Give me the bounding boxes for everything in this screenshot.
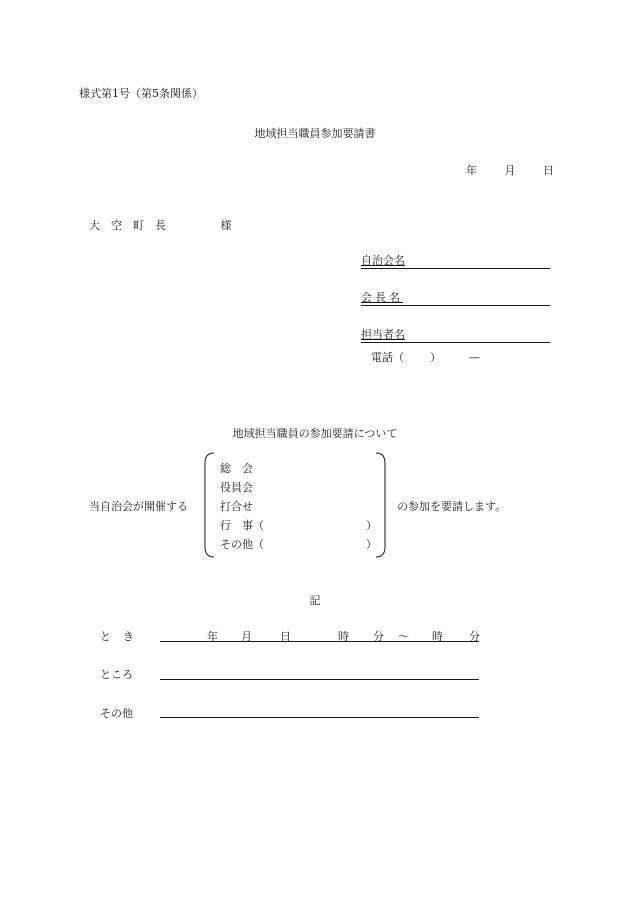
request-suffix: の参加を要請します。 — [397, 500, 507, 513]
option-consultation[interactable]: 打合せ — [220, 500, 253, 513]
form-number: 様式第1号（第5条関係） — [79, 87, 203, 100]
notice-mark: 記 — [309, 594, 321, 607]
sender-contact-label: 担当者名 — [361, 328, 405, 341]
right-bracket — [376, 453, 385, 557]
sender-org-field[interactable] — [361, 254, 550, 269]
when-end-minute-unit: 分 — [469, 630, 480, 643]
option-event-close-paren: ） — [366, 519, 377, 532]
date-row — [466, 162, 554, 178]
where-field[interactable] — [160, 678, 479, 680]
date-month-unit: 月 — [504, 164, 516, 177]
sender-org-label: 自治会名 — [361, 254, 405, 267]
document-title: 地域担当職員参加要請書 — [254, 127, 376, 140]
sender-head-label: 会長名 — [361, 291, 403, 304]
other-field[interactable] — [160, 716, 479, 718]
option-other-close-paren: ） — [366, 538, 377, 551]
when-label: とき — [100, 630, 146, 643]
other-label: その他 — [100, 707, 133, 720]
phone-row[interactable] — [371, 349, 480, 365]
when-year-unit: 年 — [207, 630, 218, 643]
sender-contact-field[interactable] — [361, 328, 550, 343]
option-board-meeting[interactable]: 役員会 — [220, 481, 253, 494]
request-prefix: 当自治会が開催する — [89, 500, 188, 513]
where-label: ところ — [100, 668, 133, 681]
addressee-name: 大空町長 — [89, 219, 177, 232]
date-year-unit: 年 — [466, 164, 477, 177]
when-hour-unit: 時 — [338, 630, 349, 643]
addressee-honorific: 様 — [220, 219, 232, 232]
request-subject: 地域担当職員の参加要請について — [232, 427, 398, 440]
when-minute-unit: 分 — [373, 630, 384, 643]
left-bracket — [205, 453, 214, 557]
option-general-meeting[interactable]: 総 会 — [220, 462, 253, 475]
when-month-unit: 月 — [241, 630, 252, 643]
sender-head-field[interactable] — [361, 291, 550, 306]
when-range-mark: ～ — [398, 630, 409, 643]
phone-close-paren: ） — [430, 351, 441, 364]
date-day-unit: 日 — [543, 164, 554, 177]
when-end-hour-unit: 時 — [432, 630, 443, 643]
option-other[interactable]: その他（ — [220, 538, 264, 551]
addressee — [89, 217, 232, 233]
option-event[interactable]: 行 事（ — [220, 519, 264, 532]
phone-label: 電話（ — [371, 351, 404, 364]
phone-dash: — — [469, 351, 480, 364]
when-day-unit: 日 — [280, 630, 291, 643]
